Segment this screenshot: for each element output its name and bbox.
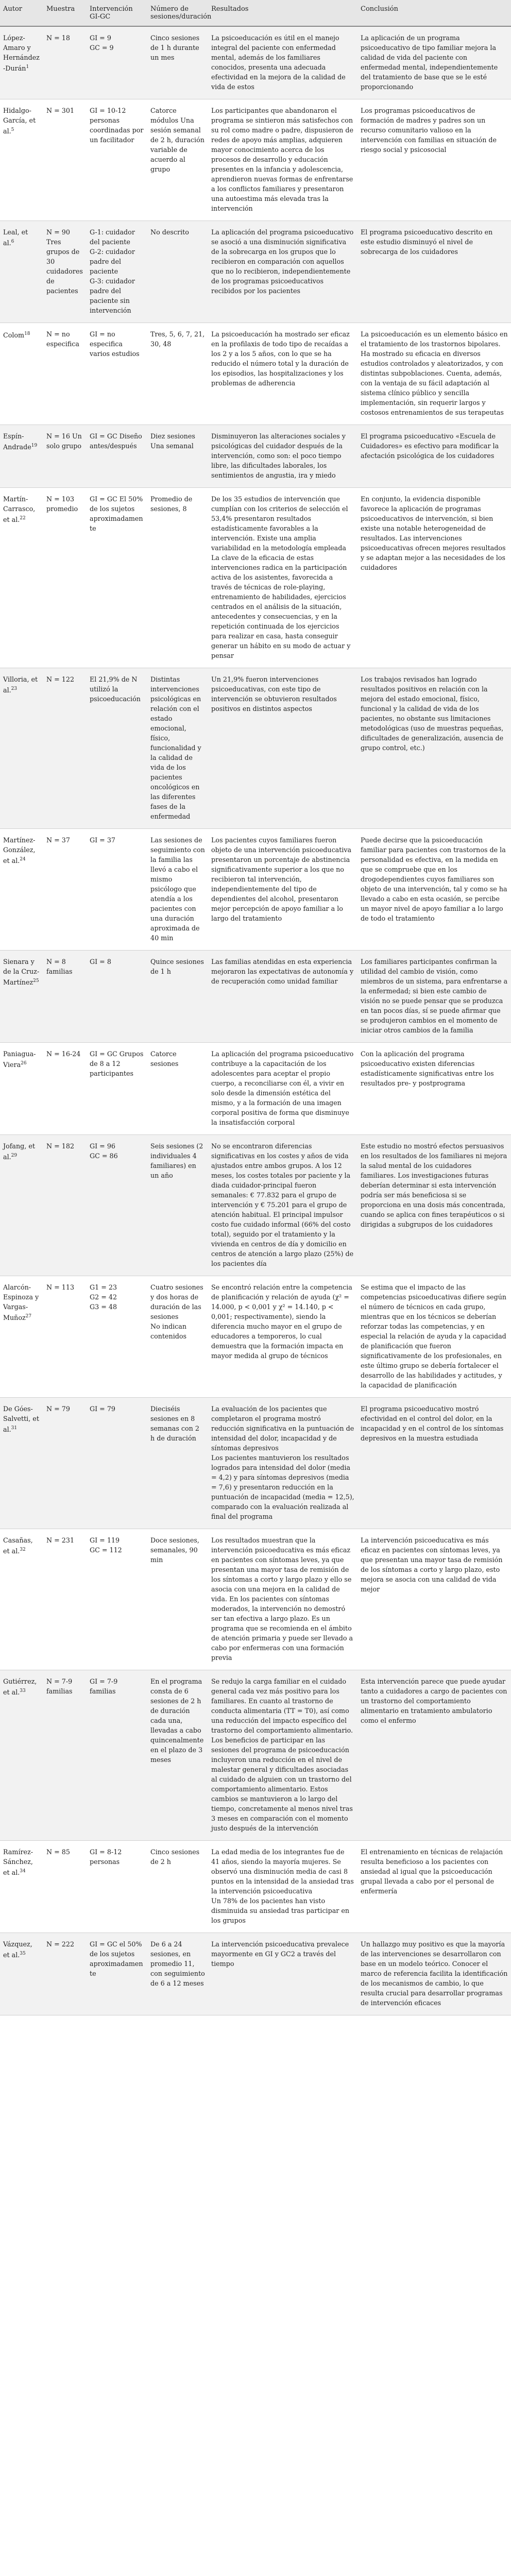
cell-results: De los 35 estudios de intervención que cumplían con los criterios de selección el 53,4% presentaron resultados estadísticamente favorables a la intervención. Existe una amplia variabilidad en la metodología empleada La clave de la eficacia de estas intervenciones radica en la participación activa de los asistentes, favorecida a través de técnicas de role-playing, entrenamiento de habilidades, ejercicios centrados en el análisis de la situación, antecedentes y consecuencias, y en la repetición continuada de los ejercicios para realizar en casa, hasta conseguir generar un hábito en su modo de actuar y pensar — [208, 488, 357, 668]
cell-results: Los resultados muestran que la intervención psicoeducativa es más eficaz en pacientes con síntomas leves, ya que presentan una mayor tasa de remisión de los síntomas a corto y largo plazo y ello se asocia con una mejora en la calidad de vida. En los pacientes con síntomas moderados, la intervención no demostró ser tan efectiva a largo plazo. Es un programa que se recomienda en el ámbito de atención primaria y puede ser llevado a cabo por enfermeras con una formación previa — [208, 1529, 357, 1670]
author-name: López-Amaro y Hernández-Durán — [3, 34, 40, 73]
cell-author — [0, 1670, 43, 1841]
reference-number: 32 — [20, 1547, 26, 1552]
header-results: Resultados — [208, 0, 357, 26]
table-row — [0, 26, 511, 99]
cell-sessions: De 6 a 24 sesiones, en promedio 11, con seguimiento de 6 a 12 meses — [147, 1933, 208, 2015]
cell-intervention: GI = 79 — [87, 1398, 147, 1529]
cell-results: No se encontraron diferencias significativas en los costes y años de vida ajustados entre ambos grupos. A los 12 meses, los costes totales por paciente y la diada cuidador-principal fueron semanales: € 77.832 para el grupo de intervención y € 75.201 para el grupo de atención habitual. El principal impulsor costo fue cuidado informal (66% del costo total), seguido por el tratamiento y la vivienda en centros de día y domicilio en centros de atención a largo plazo (25%) de los pacientes día — [208, 1135, 357, 1276]
author-name: Colom — [3, 331, 25, 340]
cell-intervention: GI = 37 — [87, 829, 147, 951]
cell-sample: N = 122 — [43, 668, 87, 829]
cell-sample: N = 90 Tres grupos de 30 cuidadores de pacientes — [43, 221, 87, 323]
cell-conclusion: El entrenamiento en técnicas de relajación resulta beneficioso a los pacientes con ansiedad al igual que la psicoeducación grupal llevada a cabo por el personal de enfermería — [357, 1841, 511, 1933]
cell-sample: N = 79 — [43, 1398, 87, 1529]
reference-number: 29 — [11, 1153, 18, 1158]
cell-conclusion: La intervención psicoeducativa es más eficaz en pacientes con síntomas leves, ya que presentan una mayor tasa de remisión de los síntomas a corto y largo plazo, esto mejora se asocia con una calidad de vida mejor — [357, 1529, 511, 1670]
cell-author — [0, 1841, 43, 1933]
cell-results: Los pacientes cuyos familiares fueron objeto de una intervención psicoeducativa presentaron un porcentaje de abstinencia significativamente superior a los que no recibieron tal intervención, independientemente del tipo de dependientes del alcohol, presentaron mejor percepción de apoyo familiar a lo largo del tratamiento — [208, 829, 357, 951]
cell-author — [0, 26, 43, 99]
cell-results: La evaluación de los pacientes que completaron el programa mostró reducción significativa en la puntuación de intensidad del dolor, incapacidad y de síntomas depresivos Los pacientes mantuvieron los resultados logrados para intensidad del dolor (media = 4,2) y para síntomas depresivos (media = 7,6) y presentaron reducción en la puntuación de incapacidad (media = 12,5), comparado con la evaluación realizada al final del programa — [208, 1398, 357, 1529]
reference-number: 5 — [11, 127, 14, 132]
cell-author — [0, 1276, 43, 1398]
author-name: Leal, et al. — [3, 228, 28, 247]
author-name: Jofang, et al. — [3, 1142, 35, 1161]
table-row — [0, 1043, 511, 1135]
header-conclusion: Conclusión — [357, 0, 511, 26]
cell-author — [0, 1933, 43, 2015]
table-row — [0, 1841, 511, 1933]
table-row — [0, 1398, 511, 1529]
cell-intervention: GI = 7-9 familias — [87, 1670, 147, 1841]
cell-sessions: Las sesiones de seguimiento con la familia las llevó a cabo el mismo psicólogo que atendía a los pacientes con una duración aproximada de 40 min — [147, 829, 208, 951]
author-name: Vázquez, et al. — [3, 1940, 32, 1959]
cell-sessions: Cuatro sesiones y dos horas de duración de las sesiones No indican contenidos — [147, 1276, 208, 1398]
cell-author — [0, 1135, 43, 1276]
table-row — [0, 1135, 511, 1276]
reference-number: 19 — [31, 443, 38, 448]
header-intervention: Intervención GI-GC — [87, 0, 147, 26]
cell-sessions: Cinco sesiones de 2 h — [147, 1841, 208, 1933]
cell-results: La psicoeducación ha mostrado ser eficaz en la profilaxis de todo tipo de recaídas a los 2 y a los 5 años, con lo que se ha reducido el número total y la duración de los episodios, las hospitalizaciones y los problemas de adherencia — [208, 323, 357, 425]
cell-author — [0, 1529, 43, 1670]
table-row — [0, 488, 511, 668]
reference-number: 33 — [20, 1688, 26, 1693]
reference-number: 23 — [11, 686, 18, 691]
cell-sessions: No descrito — [147, 221, 208, 323]
author-name: De Góes-Salvetti, et al. — [3, 1405, 39, 1434]
cell-author — [0, 1398, 43, 1529]
cell-author — [0, 951, 43, 1043]
table-row — [0, 1276, 511, 1398]
cell-sample: N = 85 — [43, 1841, 87, 1933]
cell-sessions: Distintas intervenciones psicológicas en relación con el estado emocional, físico, funcionalidad y la calidad de vida de los pacientes oncológicos en las diferentes fases de la enfermedad — [147, 668, 208, 829]
cell-results: Las familias atendidas en esta experiencia mejoraron las expectativas de autonomía y de recuperación como unidad familiar — [208, 951, 357, 1043]
cell-intervention: GI = GC El 50% de los sujetos aproximadamente — [87, 488, 147, 668]
cell-sample: N = 182 — [43, 1135, 87, 1276]
cell-sample: N = 7-9 familias — [43, 1670, 87, 1841]
cell-conclusion: Un hallazgo muy positivo es que la mayoría de las intervenciones se desarrollaron con base en un modelo teórico. Conocer el marco de referencia facilita la identificación de los mecanismos de cambio, lo que resulta crucial para desarrollar programas de intervención eficaces — [357, 1933, 511, 2015]
author-name: Alarcón-Espinoza y Vargas-Muñoz — [3, 1283, 39, 1322]
cell-conclusion: Los trabajos revisados han logrado resultados positivos en relación con la mejora del estado emocional, físico, funcional y la calidad de vida de los pacientes, no obstante sus limitaciones metodológicas (uso de muestras pequeñas, dificultades de generalización, ausencia de grupo control, etc.) — [357, 668, 511, 829]
cell-conclusion: En conjunto, la evidencia disponible favorece la aplicación de programas psicoeducativos de intervención, si bien existe una notable heterogeneidad de resultados. Las intervenciones psicoeducativas ofrecen mejores resultados y se adaptan mejor a las necesidades de los cuidadores — [357, 488, 511, 668]
cell-sessions: Catorce módulos Una sesión semanal de 2 h, duración variable de acuerdo al grupo — [147, 99, 208, 221]
author-name: Martín-Carrasco, et al. — [3, 495, 36, 524]
cell-results: Se redujo la carga familiar en el cuidado general cada vez más positivo para los familiares. En cuanto al trastorno de conducta alimentaria (TT = T0), así como una reducción del impacto específico del trastorno del comportamiento alimentario. Los beneficios de participar en las sesiones del programa de psicoeducación incluyeron una reducción en el nivel de malestar general y dificultades asociadas al cuidado de alguien con un trastorno del comportamiento alimentario. Estos cambios se mantuvieron a lo largo del tiempo, concretamente al menos nivel tras 3 meses en comparación con el momento justo después de la intervención — [208, 1670, 357, 1841]
cell-sessions: En el programa consta de 6 sesiones de 2 h de duración cada una, llevadas a cabo quincenalmente en el plazo de 3 meses — [147, 1670, 208, 1841]
cell-sample: N = 16 Un solo grupo — [43, 425, 87, 488]
cell-sample: N = 301 — [43, 99, 87, 221]
header-author: Autor — [0, 0, 43, 26]
cell-results: Disminuyeron las alteraciones sociales y psicológicas del cuidador después de la intervención, como son: el poco tiempo libre, las dificultades laborales, los sentimientos de angustia, ira y miedo — [208, 425, 357, 488]
cell-conclusion: El programa psicoeducativo «Escuela de Cuidadores» es efectivo para modificar la afectación psicológica de los cuidadores — [357, 425, 511, 488]
table-row — [0, 323, 511, 425]
cell-intervention: GI = 9 GC = 9 — [87, 26, 147, 99]
cell-intervention: GI = GC el 50% de los sujetos aproximadamente — [87, 1933, 147, 2015]
cell-sessions: Promedio de sesiones, 8 — [147, 488, 208, 668]
cell-sessions: Quince sesiones de 1 h — [147, 951, 208, 1043]
author-name: Martínez-González, et al. — [3, 836, 36, 865]
table-header-row — [0, 0, 511, 26]
cell-conclusion: Se estima que el impacto de las competencias psicoeducativas difiere según el número de técnicos en cada grupo, mientras que en los técnicos se deberían reforzar todas las competencias, y en especial la relación de ayuda y la capacidad de planificación que fueron significativamente de los profesionales, en este último grupo se debería fortalecer el desarrollo de las habilidades y actitudes, y la capacidad de planificación — [357, 1276, 511, 1398]
header-sample: Muestra — [43, 0, 87, 26]
cell-sessions: Diez sesiones Una semanal — [147, 425, 208, 488]
cell-results: Se encontró relación entre la competencia de planificación y relación de ayuda (χ² = 14.000, p < 0,001 y χ² = 14.140, p < 0,001; respectivamente), siendo la diferencia mucho mayor en el grupo de educadores a temporeros, lo cual demuestra que la formación impacta en mayor medida al grupo de técnicos — [208, 1276, 357, 1398]
cell-author — [0, 829, 43, 951]
cell-sample: N = 103 promedio — [43, 488, 87, 668]
author-name: Gutiérrez, et al. — [3, 1677, 37, 1697]
cell-results: La aplicación del programa psicoeducativo se asoció a una disminución significativa de la sobrecarga en los grupos que lo recibieron en comparación con aquellos que no lo recibieron, independientemente de los programas psicoeducativos recibidos por los pacientes — [208, 221, 357, 323]
cell-sessions: Tres, 5, 6, 7, 21, 30, 48 — [147, 323, 208, 425]
cell-sample: N = 222 — [43, 1933, 87, 2015]
table-row — [0, 221, 511, 323]
cell-intervention: G-1: cuidador del paciente G-2: cuidador padre del paciente G-3: cuidador padre del paciente sin intervención — [87, 221, 147, 323]
cell-conclusion: El programa psicoeducativo descrito en este estudio disminuyó el nivel de sobrecarga de los cuidadores — [357, 221, 511, 323]
reference-number: 6 — [11, 239, 14, 244]
cell-sample: N = 16-24 — [43, 1043, 87, 1135]
reference-number: 25 — [33, 978, 39, 984]
reference-number: 35 — [20, 1951, 26, 1956]
cell-conclusion: Esta intervención parece que puede ayudar tanto a cuidadores a cargo de pacientes con un trastorno del comportamiento alimentario en tratamiento ambulatorio como el enfermo — [357, 1670, 511, 1841]
cell-intervention: GI = 96 GC = 86 — [87, 1135, 147, 1276]
cell-sessions: Cinco sesiones de 1 h durante un mes — [147, 26, 208, 99]
table-row — [0, 1670, 511, 1841]
cell-intervention: GI = 119 GC = 112 — [87, 1529, 147, 1670]
cell-conclusion: El programa psicoeducativo mostró efectividad en el control del dolor, en la incapacidad y en el control de los síntomas depresivos en la muestra estudiada — [357, 1398, 511, 1529]
cell-conclusion: La aplicación de un programa psicoeducativo de tipo familiar mejora la calidad de vida del paciente con enfermedad mental, independientemente del tratamiento de base que se le esté proporcionando — [357, 26, 511, 99]
cell-author — [0, 1043, 43, 1135]
cell-sessions: Doce sesiones, semanales, 90 min — [147, 1529, 208, 1670]
author-name: Ramírez-Sánchez, et al. — [3, 1848, 33, 1877]
cell-author — [0, 488, 43, 668]
reference-number: 1 — [26, 64, 29, 70]
author-name: Paniagua-Viera — [3, 1050, 36, 1069]
table-row — [0, 668, 511, 829]
table-body — [0, 26, 511, 2015]
author-name: Casañas, et al. — [3, 1536, 33, 1555]
cell-sample: N = 37 — [43, 829, 87, 951]
cell-conclusion: Este estudio no mostró efectos persuasivos en los resultados de los familiares ni mejora la salud mental de los cuidadores familiares. Los investigaciones futuras deberían determinar si esta intervención podría ser más beneficiosa si se proporciona en una dosis más concentrada, cuando se aplica con fines terapéuticos o si dirigidas a subgrupos de los cuidadores — [357, 1135, 511, 1276]
cell-intervention: GI = GC Grupos de 8 a 12 participantes — [87, 1043, 147, 1135]
cell-sample: N = 8 familias — [43, 951, 87, 1043]
reference-number: 26 — [21, 1061, 27, 1066]
cell-results: La psicoeducación es útil en el manejo integral del paciente con enfermedad mental, además de los familiares conocidos, presenta una adecuada efectividad en la mejora de la calidad de vida de estos — [208, 26, 357, 99]
cell-intervention: El 21,9% de N utilizó la psicoeducación — [87, 668, 147, 829]
cell-intervention: G1 = 23 G2 = 42 G3 = 48 — [87, 1276, 147, 1398]
cell-author — [0, 99, 43, 221]
cell-author — [0, 668, 43, 829]
cell-intervention: GI = no especifica varios estudios — [87, 323, 147, 425]
table-row — [0, 1933, 511, 2015]
cell-author — [0, 425, 43, 488]
cell-sample: N = 231 — [43, 1529, 87, 1670]
reference-number: 34 — [20, 1869, 26, 1874]
cell-intervention: GI = 8-12 personas — [87, 1841, 147, 1933]
table-row — [0, 1529, 511, 1670]
cell-results: Un 21,9% fueron intervenciones psicoeducativas, con este tipo de intervención se obtuvieron resultados positivos en distintos aspectos — [208, 668, 357, 829]
cell-results: Los participantes que abandonaron el programa se sintieron más satisfechos con su rol como madre o padre, dispusieron de redes de apoyo más amplias, adquieren mayor conocimiento acerca de los procesos de desarrollo y educación presentes en la infancia y adolescencia, aprendieron nuevas formas de enfrentarse a los conflictos familiares y presentaron una autoestima más elevada tras la intervención — [208, 99, 357, 221]
cell-sample: N = no especifica — [43, 323, 87, 425]
author-name: Villoria, et al. — [3, 675, 38, 694]
cell-sample: N = 18 — [43, 26, 87, 99]
table-row — [0, 951, 511, 1043]
cell-conclusion: La psicoeducación es un elemento básico en el tratamiento de los trastornos bipolares. Ha mostrado su eficacia en diversos estudios controlados y aleatorizados, y con distintas subpoblaciones. Cuenta, además, con la ventaja de su fácil adaptación al sistema clínico público y sencilla implementación, sin requerir largos y costosos entrenamientos de sus terapeutas — [357, 323, 511, 425]
cell-results: La aplicación del programa psicoeducativo contribuye a la capacitación de los adolescentes para aceptar el propio cuerpo, a reconciliarse con él, a vivir en solo desde la dimensión estética del mismo, y a la formación de una imagen corporal positiva de forma que disminuye la insatisfacción corporal — [208, 1043, 357, 1135]
table-row — [0, 425, 511, 488]
reference-number: 24 — [20, 857, 26, 862]
author-name: Sienara y de la Cruz-Martínez — [3, 958, 40, 987]
author-name: Hidalgo-García, et al. — [3, 107, 36, 135]
cell-sample: N = 113 — [43, 1276, 87, 1398]
reference-number: 27 — [25, 1314, 32, 1319]
header-sessions: Número de sesiones/duración — [147, 0, 208, 26]
cell-conclusion: Con la aplicación del programa psicoeducativo existen diferencias estadísticamente significativas entre los resultados pre- y postprograma — [357, 1043, 511, 1135]
cell-intervention: GI = 10-12 personas coordinadas por un facilitador — [87, 99, 147, 221]
cell-conclusion: Los familiares participantes confirman la utilidad del cambio de visión, como miembros de un sistema, para enfrentarse a la enfermedad; si bien este cambio de visión no se puede pensar que se produzca en tan pocos días, sí se puede afirmar que se produjeron cambios en el momento de iniciar otros cambios de la familia — [357, 951, 511, 1043]
cell-sessions: Seis sesiones (2 individuales 4 familiares) en un año — [147, 1135, 208, 1276]
reference-number: 31 — [11, 1426, 18, 1431]
table-row — [0, 829, 511, 951]
cell-conclusion: Puede decirse que la psicoeducación familiar para pacientes con trastornos de la personalidad es efectiva, en la medida en que se compruebe que en los drogodependientes cuyos familiares son objeto de una intervención, tal y como se ha llevado a cabo en esta ocasión, se percibe un mayor nivel de apoyo familiar a lo largo de todo el tratamiento — [357, 829, 511, 951]
cell-conclusion: Los programas psicoeducativos de formación de madres y padres son un recurso comunitario valioso en la intervención con familias en situación de riesgo social y psicosocial — [357, 99, 511, 221]
cell-sessions: Dieciséis sesiones en 8 semanas con 2 h de duración — [147, 1398, 208, 1529]
cell-intervention: GI = 8 — [87, 951, 147, 1043]
table-row — [0, 99, 511, 221]
cell-intervention: GI = GC Diseño antes/después — [87, 425, 147, 488]
author-name: Espín-Andrade — [3, 432, 31, 451]
cell-author — [0, 221, 43, 323]
cell-sessions: Catorce sesiones — [147, 1043, 208, 1135]
cell-results: La edad media de los integrantes fue de 41 años, siendo la mayoría mujeres. Se observó una disminución media de casi 8 puntos en la intensidad de la ansiedad tras la intervención psicoeducativa Un 78% de los pacientes han visto disminuida su ansiedad tras participar en los grupos — [208, 1841, 357, 1933]
reference-number: 22 — [20, 516, 26, 521]
cell-author — [0, 323, 43, 425]
reference-number: 18 — [24, 331, 30, 336]
cell-results: La intervención psicoeducativa prevalece mayormente en GI y GC2 a través del tiempo — [208, 1933, 357, 2015]
